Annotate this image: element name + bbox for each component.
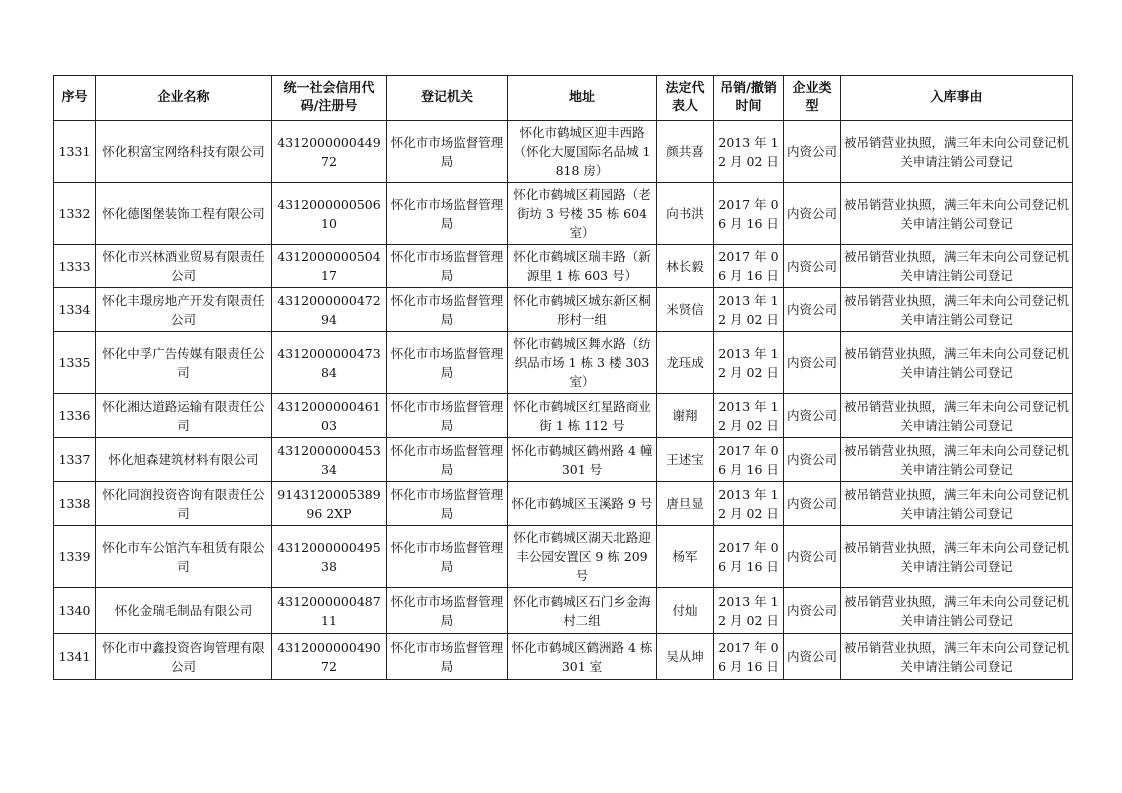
header-address: 地址 <box>508 76 657 121</box>
cell-legal-rep: 王述宝 <box>657 438 714 482</box>
cell-revoke-time: 2013 年 12 月 02 日 <box>714 288 784 332</box>
cell-authority: 怀化市市场监督管理局 <box>387 634 508 680</box>
cell-seq: 1334 <box>54 288 96 332</box>
cell-authority: 怀化市市场监督管理局 <box>387 394 508 438</box>
table-row <box>54 394 1073 438</box>
cell-address: 怀化市鹤城区鹤洲路 4 栋 301 室 <box>508 634 657 680</box>
cell-credit-code: 431200000047294 <box>272 288 387 332</box>
cell-reason: 被吊销营业执照，满三年未向公司登记机关申请注销公司登记 <box>841 245 1073 288</box>
cell-legal-rep: 林长毅 <box>657 245 714 288</box>
cell-reason: 被吊销营业执照，满三年未向公司登记机关申请注销公司登记 <box>841 121 1073 183</box>
header-rep: 法定代表人 <box>657 76 714 121</box>
cell-reason: 被吊销营业执照，满三年未向公司登记机关申请注销公司登记 <box>841 634 1073 680</box>
cell-authority: 怀化市市场监督管理局 <box>387 438 508 482</box>
cell-seq: 1338 <box>54 482 96 526</box>
table-row <box>54 121 1073 183</box>
cell-reason: 被吊销营业执照，满三年未向公司登记机关申请注销公司登记 <box>841 526 1073 588</box>
cell-revoke-time: 2013 年 12 月 02 日 <box>714 588 784 634</box>
table-row <box>54 332 1073 394</box>
cell-reason: 被吊销营业执照，满三年未向公司登记机关申请注销公司登记 <box>841 588 1073 634</box>
cell-company-name: 怀化市兴林酒业贸易有限责任公司 <box>96 245 272 288</box>
cell-address: 怀化市鹤城区湖天北路迎丰公园安置区 9 栋 209 号 <box>508 526 657 588</box>
cell-legal-rep: 颜共喜 <box>657 121 714 183</box>
table-row <box>54 588 1073 634</box>
cell-credit-code: 431200000049072 <box>272 634 387 680</box>
cell-company-name: 怀化中孚广告传媒有限责任公司 <box>96 332 272 394</box>
cell-address: 怀化市鹤城区舞水路（纺织品市场 1 栋 3 楼 303 室） <box>508 332 657 394</box>
cell-company-type: 内资公司 <box>784 121 841 183</box>
cell-reason: 被吊销营业执照，满三年未向公司登记机关申请注销公司登记 <box>841 438 1073 482</box>
cell-authority: 怀化市市场监督管理局 <box>387 183 508 245</box>
header-name: 企业名称 <box>96 76 272 121</box>
cell-company-name: 怀化市中鑫投资咨询管理有限公司 <box>96 634 272 680</box>
cell-revoke-time: 2013 年 12 月 02 日 <box>714 121 784 183</box>
cell-revoke-time: 2013 年 12 月 02 日 <box>714 394 784 438</box>
cell-legal-rep: 付灿 <box>657 588 714 634</box>
header-authority: 登记机关 <box>387 76 508 121</box>
cell-seq: 1336 <box>54 394 96 438</box>
cell-revoke-time: 2013 年 12 月 02 日 <box>714 332 784 394</box>
cell-address: 怀化市鹤城区玉溪路 9 号 <box>508 482 657 526</box>
cell-reason: 被吊销营业执照，满三年未向公司登记机关申请注销公司登记 <box>841 288 1073 332</box>
cell-company-type: 内资公司 <box>784 634 841 680</box>
cell-company-type: 内资公司 <box>784 438 841 482</box>
cell-company-type: 内资公司 <box>784 183 841 245</box>
cell-company-type: 内资公司 <box>784 288 841 332</box>
cell-legal-rep: 杨军 <box>657 526 714 588</box>
cell-revoke-time: 2017 年 06 月 16 日 <box>714 526 784 588</box>
cell-address: 怀化市鹤城区瑞丰路（新源里 1 栋 603 号） <box>508 245 657 288</box>
cell-seq: 1335 <box>54 332 96 394</box>
cell-authority: 怀化市市场监督管理局 <box>387 482 508 526</box>
cell-reason: 被吊销营业执照，满三年未向公司登记机关申请注销公司登记 <box>841 332 1073 394</box>
cell-seq: 1337 <box>54 438 96 482</box>
cell-company-type: 内资公司 <box>784 526 841 588</box>
cell-credit-code: 431200000047384 <box>272 332 387 394</box>
cell-credit-code: 431200000050417 <box>272 245 387 288</box>
table-row <box>54 526 1073 588</box>
table-header-row <box>54 76 1073 121</box>
cell-authority: 怀化市市场监督管理局 <box>387 332 508 394</box>
table-row <box>54 482 1073 526</box>
cell-company-type: 内资公司 <box>784 588 841 634</box>
cell-revoke-time: 2017 年 06 月 16 日 <box>714 183 784 245</box>
cell-address: 怀化市鹤城区鹤州路 4 幢 301 号 <box>508 438 657 482</box>
cell-authority: 怀化市市场监督管理局 <box>387 245 508 288</box>
cell-company-name: 怀化德图堡装饰工程有限公司 <box>96 183 272 245</box>
revoked-companies-table <box>53 75 1073 680</box>
cell-authority: 怀化市市场监督管理局 <box>387 288 508 332</box>
cell-authority: 怀化市市场监督管理局 <box>387 526 508 588</box>
cell-revoke-time: 2017 年 06 月 16 日 <box>714 438 784 482</box>
cell-address: 怀化市鹤城区迎丰西路（怀化大厦国际名品城 1818 房） <box>508 121 657 183</box>
table-row <box>54 288 1073 332</box>
cell-address: 怀化市鹤城区城东新区桐形村一组 <box>508 288 657 332</box>
cell-company-name: 怀化金瑞毛制品有限公司 <box>96 588 272 634</box>
cell-company-type: 内资公司 <box>784 245 841 288</box>
cell-company-name: 怀化市车公馆汽车租赁有限公司 <box>96 526 272 588</box>
cell-seq: 1331 <box>54 121 96 183</box>
cell-legal-rep: 米贤信 <box>657 288 714 332</box>
cell-revoke-time: 2017 年 06 月 16 日 <box>714 634 784 680</box>
cell-credit-code: 914312000538996 2XP <box>272 482 387 526</box>
cell-company-type: 内资公司 <box>784 394 841 438</box>
cell-credit-code: 431200000049538 <box>272 526 387 588</box>
table-row <box>54 438 1073 482</box>
cell-legal-rep: 龙珏成 <box>657 332 714 394</box>
cell-legal-rep: 谢翔 <box>657 394 714 438</box>
cell-legal-rep: 吴从坤 <box>657 634 714 680</box>
table-row <box>54 634 1073 680</box>
table-row <box>54 245 1073 288</box>
cell-authority: 怀化市市场监督管理局 <box>387 588 508 634</box>
cell-company-name: 怀化旭森建筑材料有限公司 <box>96 438 272 482</box>
cell-legal-rep: 向书洪 <box>657 183 714 245</box>
cell-credit-code: 431200000050610 <box>272 183 387 245</box>
cell-credit-code: 431200000045334 <box>272 438 387 482</box>
cell-company-type: 内资公司 <box>784 332 841 394</box>
cell-address: 怀化市鹤城区莉园路（老街坊 3 号楼 35 栋 604 室） <box>508 183 657 245</box>
header-code: 统一社会信用代码/注册号 <box>272 76 387 121</box>
cell-address: 怀化市鹤城区红星路商业街 1 栋 112 号 <box>508 394 657 438</box>
cell-credit-code: 431200000046103 <box>272 394 387 438</box>
header-reason: 入库事由 <box>841 76 1073 121</box>
cell-company-name: 怀化积富宝网络科技有限公司 <box>96 121 272 183</box>
cell-revoke-time: 2013 年 12 月 02 日 <box>714 482 784 526</box>
table-row <box>54 183 1073 245</box>
cell-seq: 1341 <box>54 634 96 680</box>
cell-seq: 1340 <box>54 588 96 634</box>
cell-company-name: 怀化湘达道路运输有限责任公司 <box>96 394 272 438</box>
cell-seq: 1332 <box>54 183 96 245</box>
cell-credit-code: 431200000044972 <box>272 121 387 183</box>
cell-company-name: 怀化丰璟房地产开发有限责任公司 <box>96 288 272 332</box>
cell-company-name: 怀化同润投资咨询有限责任公司 <box>96 482 272 526</box>
cell-reason: 被吊销营业执照，满三年未向公司登记机关申请注销公司登记 <box>841 482 1073 526</box>
cell-seq: 1339 <box>54 526 96 588</box>
cell-legal-rep: 唐旦显 <box>657 482 714 526</box>
cell-address: 怀化市鹤城区石门乡金海村二组 <box>508 588 657 634</box>
cell-seq: 1333 <box>54 245 96 288</box>
cell-company-type: 内资公司 <box>784 482 841 526</box>
cell-revoke-time: 2017 年 06 月 16 日 <box>714 245 784 288</box>
cell-reason: 被吊销营业执照，满三年未向公司登记机关申请注销公司登记 <box>841 394 1073 438</box>
cell-credit-code: 431200000048711 <box>272 588 387 634</box>
cell-authority: 怀化市市场监督管理局 <box>387 121 508 183</box>
header-type: 企业类型 <box>784 76 841 121</box>
header-revoke-time: 吊销/撤销时间 <box>714 76 784 121</box>
cell-reason: 被吊销营业执照，满三年未向公司登记机关申请注销公司登记 <box>841 183 1073 245</box>
header-seq: 序号 <box>54 76 96 121</box>
